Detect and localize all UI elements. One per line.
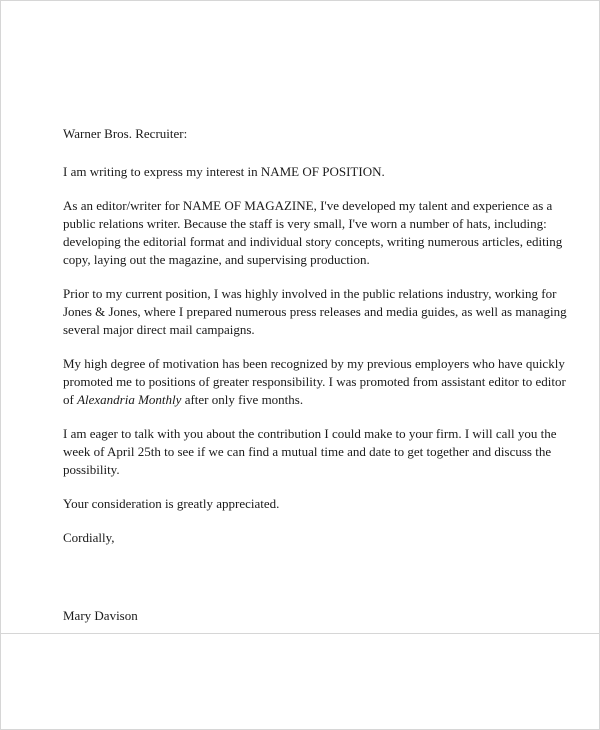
- text-run: of: [63, 392, 78, 407]
- paragraph-line: I am eager to talk with you about the contribution I could make to your firm. I will call you the: [63, 426, 557, 441]
- closing: Cordially,: [63, 530, 115, 545]
- paragraph-experience: [63, 197, 563, 269]
- paragraph-line: My high degree of motivation has been recognized by my previous employers who have quickly: [63, 356, 565, 371]
- paragraph-prior-position: [63, 285, 567, 339]
- paragraph-line: Prior to my current position, I was highly involved in the public relations industry, working for: [63, 286, 557, 301]
- paragraph-appreciation: [63, 495, 563, 513]
- paragraph-line: Your consideration is greatly appreciated.: [63, 496, 280, 511]
- paragraph-line: week of April 25th to see if we can find a mutual time and date to get together and discuss the: [63, 444, 552, 459]
- paragraph-line: Jones & Jones, where I prepared numerous press releases and media guides, as well as managing: [63, 304, 567, 319]
- page-divider: [1, 633, 599, 634]
- publication-title: Alexandria Monthly: [77, 392, 182, 407]
- salutation: Warner Bros. Recruiter:: [63, 126, 188, 141]
- paragraph-line: developing the editorial format and individual story concepts, writing numerous articles, editing: [63, 234, 563, 249]
- paragraph-line: several major direct mail campaigns.: [63, 322, 255, 337]
- paragraph-line: As an editor/writer for NAME OF MAGAZINE, I've developed my talent and experience as a: [63, 198, 553, 213]
- paragraph-line: I am writing to express my interest in NAME OF POSITION.: [63, 164, 385, 179]
- paragraph-line: [63, 391, 563, 409]
- paragraph-line: possibility.: [63, 462, 120, 477]
- paragraph-follow-up: [63, 425, 563, 479]
- paragraph-line: copy, laying out the magazine, and supervising production.: [63, 252, 370, 267]
- paragraph-line: public relations writer. Because the staff is very small, I've worn a number of hats, including:: [63, 216, 547, 231]
- paragraph-line: promoted me to positions of greater responsibility. I was promoted from assistant editor to editor: [63, 374, 566, 389]
- cover-letter: [63, 125, 567, 625]
- paragraph-motivation: [63, 355, 566, 409]
- paragraph-intro: [63, 163, 563, 181]
- text-run: after only five months.: [181, 392, 304, 407]
- signature-name: Mary Davison: [63, 608, 138, 623]
